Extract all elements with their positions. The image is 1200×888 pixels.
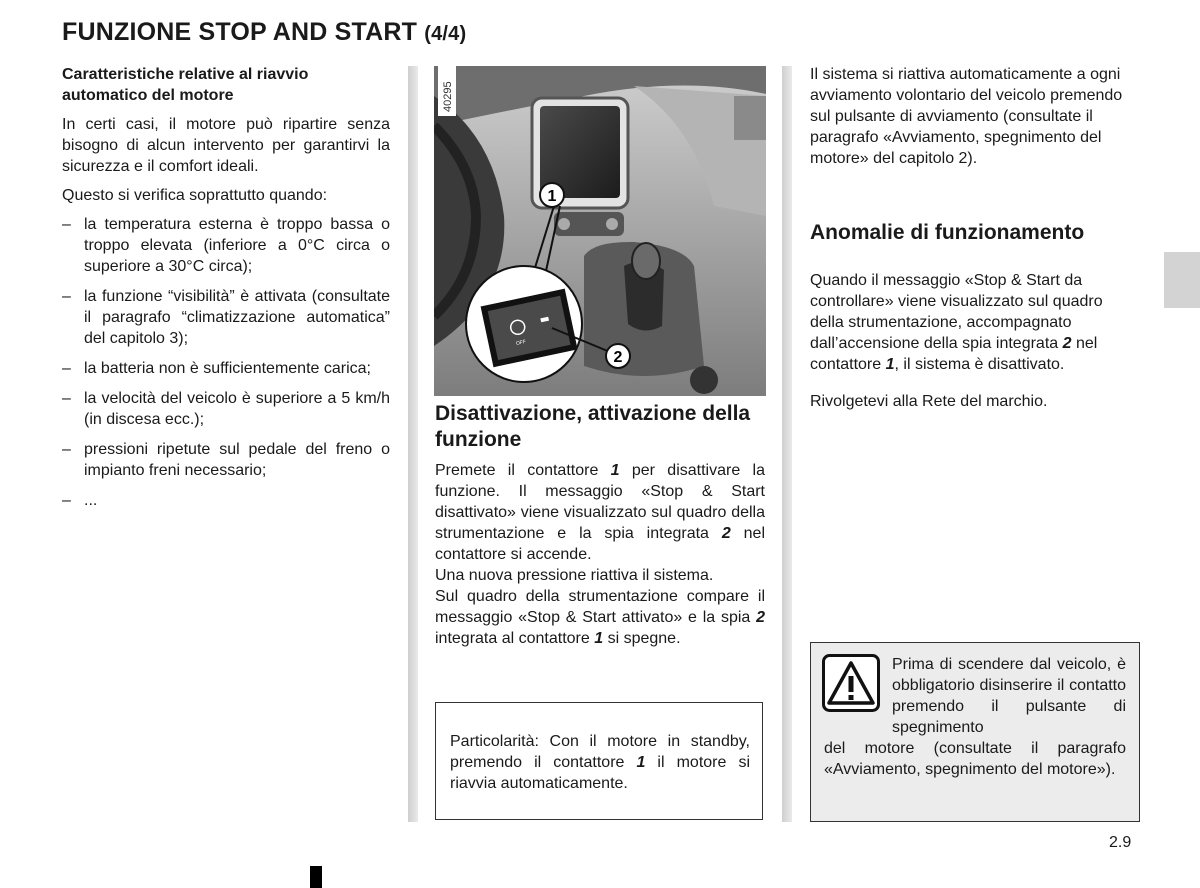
dashboard-illustration [434,66,766,396]
dashboard-drawing [434,66,766,396]
page-title [62,18,466,47]
warning-text: Prima di scendere dal veicolo, è obbligatorio disinserire il contatto premendo il pulsante di spegnimento [892,656,1126,736]
paragraph: Premete il contattore 1 per disattivare la funzione. Il messaggio «Stop & Start disattivato» viene visualizzato sul quadro della strumentazione e la spia integrata 2 nel contattore si accende. [435,462,765,563]
callout-2: 2 [613,349,623,366]
paragraph: Sul quadro della strumentazione compare il messaggio «Stop & Start attivato» e la spia 2 integrata al contattore 1 si spegne. [435,588,765,647]
paragraph: Questo si verifica soprattutto quando: [62,187,328,204]
list-item: – la funzione “visibilità” è attivata (consultate il paragrafo “climatizzazione automatica” del capitolo 3); [62,288,390,347]
list-item: – la temperatura esterna è troppo bassa o troppo elevata (inferiore a 0°C circa o superiore a 30°C circa); [62,216,390,275]
anomalies-text [810,254,1140,428]
column-left [62,64,390,520]
paragraph: Quando il messaggio «Stop & Start da controllare» viene visualizzato sul quadro della strumentazione, accompagnato dall’accensione della spia integrata 2 nel contattore 1, il sistema è disattivato. [810,272,1103,373]
paragraph: Rivolgetevi alla Rete del marchio. [810,393,1048,410]
condition-list [62,214,390,511]
title-part: (4/4) [424,23,467,45]
list-item: – la batteria non è sufficientemente carica; [62,360,371,377]
page-number: 2.9 [1109,834,1132,851]
off-label: OFF [515,338,527,347]
column-middle-text [435,460,765,649]
callout-1: 1 [547,188,557,205]
print-mark [310,866,322,888]
warning-text-continued: del motore (consultate il paragrafo «Avviamento, spegnimento del motore»). [824,740,1126,778]
column-divider [408,66,418,822]
paragraph: Una nuova pressione riattiva il sistema. [435,567,714,584]
section-heading-deactivation: Disattivazione, attivazione della funzione [435,402,751,451]
figure-number: 40295 [442,81,454,112]
section-subheading: Caratteristiche relative al riavvio automatico del motore [62,66,309,104]
column-divider [782,66,792,822]
list-item: – la velocità del veicolo è superiore a 5 km/h (in discesa ecc.); [62,390,390,428]
warning-triangle-icon [822,654,880,712]
list-item: – pressioni ripetute sul pedale del freno o impianto freni necessario; [62,441,390,479]
section-heading-anomalies: Anomalie di funzionamento [810,221,1085,244]
note-text: Particolarità: Con il motore in standby, premendo il contattore 1 il motore si riavvia automaticamente. [450,733,750,792]
chapter-tab [1164,252,1200,308]
reactivation-paragraph: Il sistema si riattiva automaticamente a ogni avviamento volontario del veicolo premendo sul pulsante di avviamento (consultate il paragrafo «Avviamento, spegnimento del motore» del capitolo 2). [810,66,1123,167]
list-item: – ... [62,492,98,509]
paragraph: In certi casi, il motore può ripartire senza bisogno di alcun intervento per garantirvi la sicurezza e il comfort ideali. [62,116,390,175]
title-main: FUNZIONE STOP AND START [62,18,418,46]
